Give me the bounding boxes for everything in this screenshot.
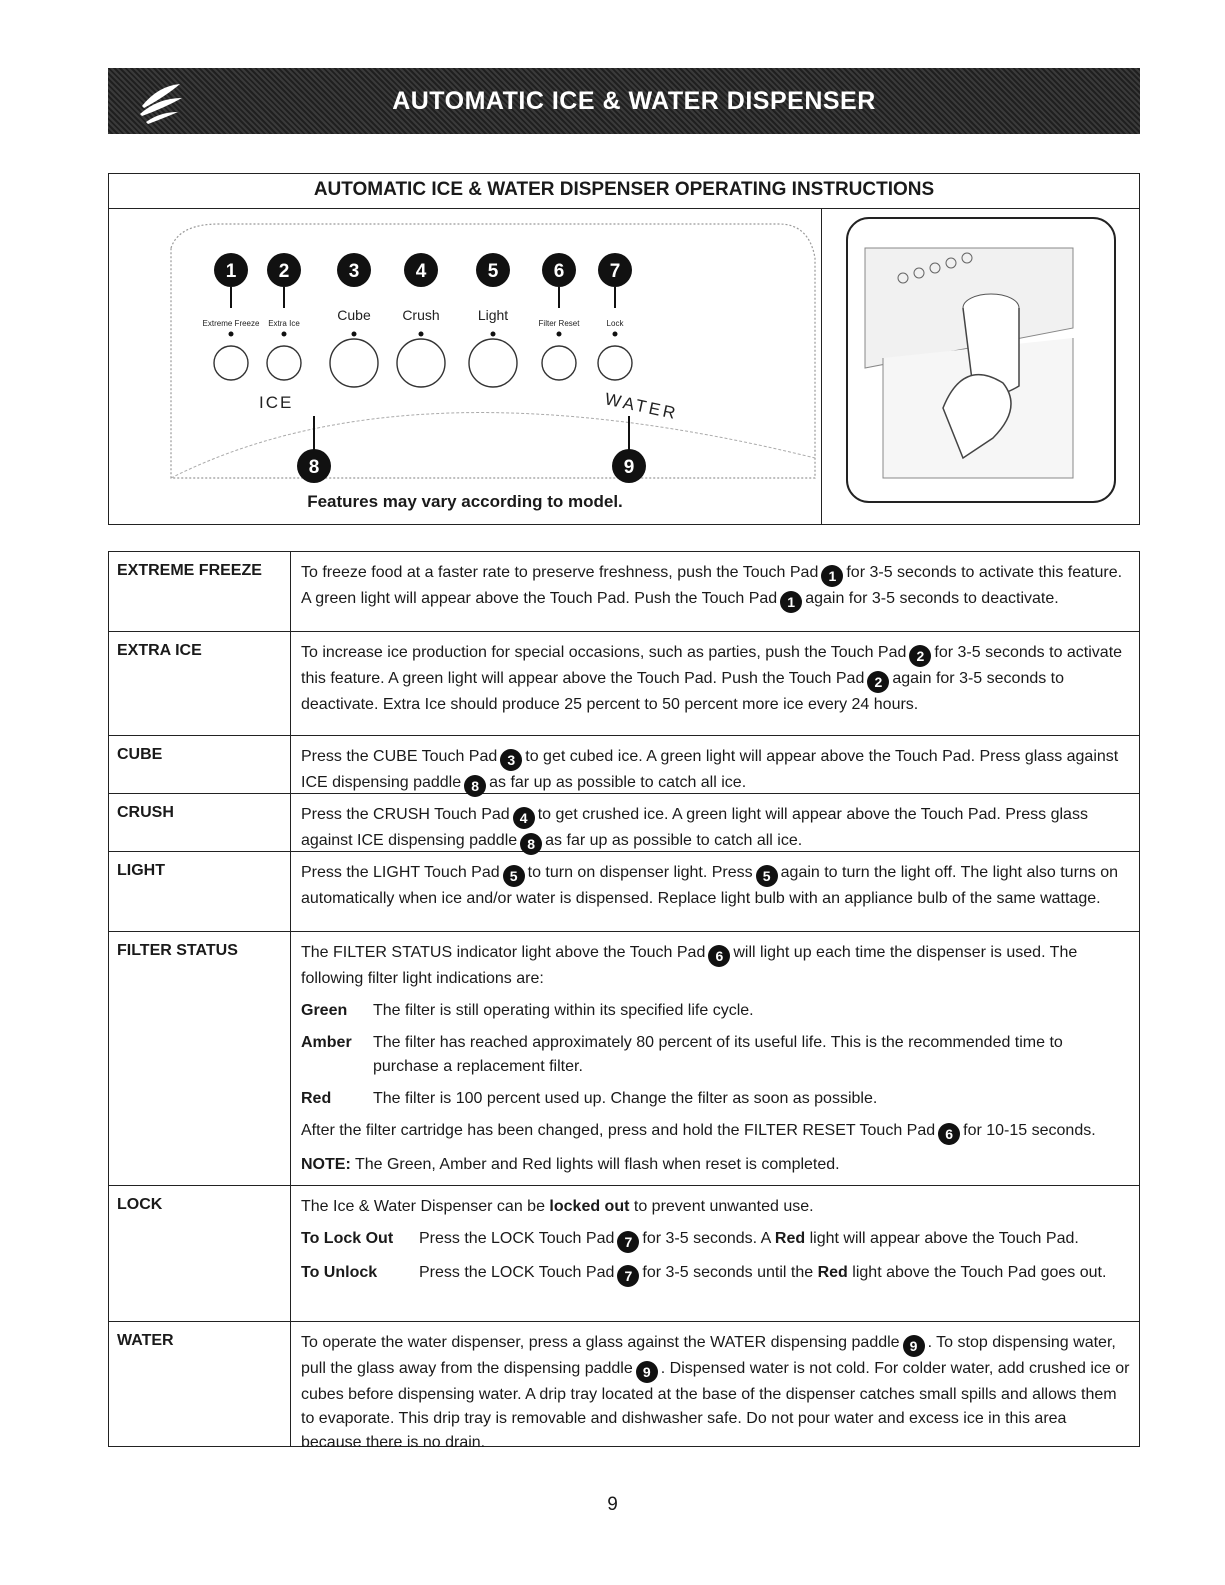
table-row-lock (109, 1186, 1139, 1322)
row-label: WATER (109, 1322, 291, 1446)
callout-7-icon: 7 (617, 1231, 639, 1253)
row-label: CUBE (109, 736, 291, 793)
callout-3-icon: 3 (500, 749, 522, 771)
callout-4-icon: 4 (513, 807, 535, 829)
touch-pad-6[interactable] (539, 253, 581, 380)
svg-text:6: 6 (553, 261, 565, 282)
callout-6-icon: 6 (938, 1123, 960, 1145)
touch-pad-label: Crush (402, 307, 440, 323)
touch-pad-label: Cube (337, 307, 371, 323)
touch-pad-label: Extra Ice (268, 319, 300, 328)
table-row-light (109, 852, 1139, 932)
unlock-key: To Unlock (301, 1264, 378, 1281)
note-text: The Green, Amber and Red lights will flash when reset is completed. (354, 1156, 840, 1173)
svg-text:4: 4 (415, 261, 427, 282)
row-label: EXTRA ICE (109, 632, 291, 735)
indicator-light (352, 332, 357, 337)
row-description: To operate the water dispenser, press a glass against the WATER dispensing paddle 9 . To stop dispensing water, pull the glass away from the dispensing paddle 9 . Dispensed water is not cold. For colder water, add crushed ice or cubes before dispensing water. A drip tray located at the base of the dispenser catches small spills and allows them to evaporate. This drip tray is removable and dishwasher safe. Do not pour water and excess ice in this area because there is no drain. (301, 1334, 1130, 1451)
ice-paddle-label: ICE (259, 393, 294, 412)
table-row-water (109, 1322, 1139, 1451)
touch-pad-4[interactable] (397, 253, 445, 387)
touch-pad-7[interactable] (598, 253, 632, 380)
row-label: CRUSH (109, 794, 291, 851)
dispenser-photo (823, 208, 1139, 524)
row-description: To freeze food at a faster rate to preserve freshness, push the Touch Pad 1 for 3-5 seconds to activate this feature. A green light will appear above the Touch Pad. Push the Touch Pad 1 again for 3-5 seconds to deactivate. (292, 552, 1139, 631)
callout-1-icon: 1 (821, 565, 843, 587)
touch-pad-3[interactable] (330, 253, 378, 387)
table-row-cube (109, 736, 1139, 794)
water-paddle-label: WATER (603, 389, 680, 424)
touch-pad-label: Filter Reset (538, 319, 580, 328)
row-label: EXTREME FREEZE (109, 552, 291, 631)
svg-text:9: 9 (623, 457, 635, 478)
svg-text:7: 7 (609, 261, 621, 282)
panel-title: AUTOMATIC ICE & WATER DISPENSER OPERATING INSTRUCTIONS (109, 174, 1139, 209)
table-row-extreme-freeze (109, 552, 1139, 632)
touch-pad-button (397, 339, 445, 387)
operating-instructions-panel (108, 173, 1140, 525)
row-description: Press the CRUSH Touch Pad 4 to get crushed ice. A green light will appear above the Touch Pad. Press glass against ICE dispensing paddle 8 as far up as possible to catch all ice. (292, 794, 1139, 851)
touch-pad-label: Light (477, 307, 509, 323)
lock-out-key: To Lock Out (301, 1230, 394, 1247)
filter-red-key: Red (301, 1090, 332, 1107)
row-description: Press the CUBE Touch Pad 3 to get cubed ice. A green light will appear above the Touch Pad. Press glass against ICE dispensing paddle 8 as far up as possible to catch all ice. (292, 736, 1139, 793)
table-row-crush (109, 794, 1139, 852)
indicator-light (282, 332, 287, 337)
touch-pad-button (267, 346, 301, 380)
touch-pad-button (469, 339, 517, 387)
control-panel-illustration (109, 208, 821, 524)
row-description: The FILTER STATUS indicator light above the Touch Pad 6 will light up each time the dispenser is used. The following filter light indications are: Green The filter is still operating within its specified life cycle. Amber The filter has reached approximately 80 percent of its useful life. This is the recommended time to purchase a replacement filter. Red The filter is 100 percent used up. Change the filter as soon as possible. After the filter cartridge has been changed, press and hold the FILTER RESET Touch Pad 6 for 10-15 seconds. NOTE: The Green, Amber and Red lights will flash when reset is completed. (292, 932, 1139, 1185)
callout-2-icon: 2 (909, 645, 931, 667)
touch-pad-button (330, 339, 378, 387)
callout-2-icon: 2 (867, 671, 889, 693)
panel-caption: Features may vary according to model. (307, 492, 623, 511)
indicator-light (613, 332, 618, 337)
svg-text:8: 8 (308, 457, 320, 478)
touch-pad-button (214, 346, 248, 380)
svg-text:5: 5 (487, 261, 499, 282)
touch-pad-1[interactable] (203, 253, 260, 380)
filter-green-key: Green (301, 1002, 348, 1019)
glass-dispensing-illustration (823, 208, 1139, 524)
callout-1-icon: 1 (780, 591, 802, 613)
filter-amber-text: The filter has reached approximately 80 percent of its useful life. This is the recommended time to purchase a replacement filter. (373, 1034, 1063, 1075)
indicator-light (491, 332, 496, 337)
callout-9-icon: 9 (903, 1335, 925, 1357)
svg-text:3: 3 (348, 261, 360, 282)
note-label: NOTE: (301, 1156, 351, 1173)
banner-title: AUTOMATIC ICE & WATER DISPENSER (392, 86, 876, 115)
touch-pad-2[interactable] (267, 253, 301, 380)
features-table (108, 551, 1140, 1451)
row-label: FILTER STATUS (109, 932, 291, 1185)
indicator-light (557, 332, 562, 337)
touch-pad-5[interactable] (469, 253, 517, 387)
callout-7-icon: 7 (617, 1265, 639, 1287)
header-banner (108, 68, 1140, 134)
page-number: 9 (607, 1494, 618, 1515)
row-description: Press the LIGHT Touch Pad 5 to turn on dispenser light. Press 5 again to turn the light off. The light also turns on automatically when ice and/or water is dispensed. Replace light bulb with an appliance bulb of the same wattage. (301, 864, 1119, 907)
touch-pad-button (542, 346, 576, 380)
svg-text:1: 1 (225, 261, 237, 282)
callout-8-icon: 8 (464, 775, 486, 797)
callout-9-icon: 9 (636, 1361, 658, 1383)
row-label: LIGHT (109, 852, 291, 931)
table-row-extra-ice (109, 632, 1139, 736)
indicator-light (419, 332, 424, 337)
callout-5-icon: 5 (503, 865, 525, 887)
row-label: LOCK (109, 1186, 291, 1321)
ice-leaf-icon (136, 76, 186, 126)
touch-pad-button (598, 346, 632, 380)
touch-pad-label: Extreme Freeze (202, 319, 260, 328)
svg-text:2: 2 (278, 261, 290, 282)
filter-amber-key: Amber (301, 1034, 352, 1051)
filter-red-text: The filter is 100 percent used up. Change the filter as soon as possible. (373, 1090, 878, 1107)
callout-6-icon: 6 (708, 945, 730, 967)
indicator-light (229, 332, 234, 337)
callout-8-icon: 8 (520, 833, 542, 855)
filter-green-text: The filter is still operating within its specified life cycle. (373, 1002, 754, 1019)
table-row-filter-status (109, 932, 1139, 1186)
control-panel-diagram (109, 208, 822, 524)
touch-pad-label: Lock (606, 319, 624, 328)
row-description: The Ice & Water Dispenser can be locked out to prevent unwanted use. To Lock Out Press the LOCK Touch Pad 7 for 3-5 seconds. A Red light will appear above the Touch Pad. To Unlock Press the LOCK Touch Pad 7 for 3-5 seconds until the Red light above the Touch Pad goes out. (292, 1186, 1139, 1321)
row-description: To increase ice production for special occasions, such as parties, push the Touch Pad 2 for 3-5 seconds to activate this feature. A green light will appear above the Touch Pad. Push the Touch Pad 2 again for 3-5 seconds to deactivate. Extra Ice should produce 25 percent to 50 percent more ice every 24 hours. (301, 644, 1123, 713)
callout-5-icon: 5 (756, 865, 778, 887)
